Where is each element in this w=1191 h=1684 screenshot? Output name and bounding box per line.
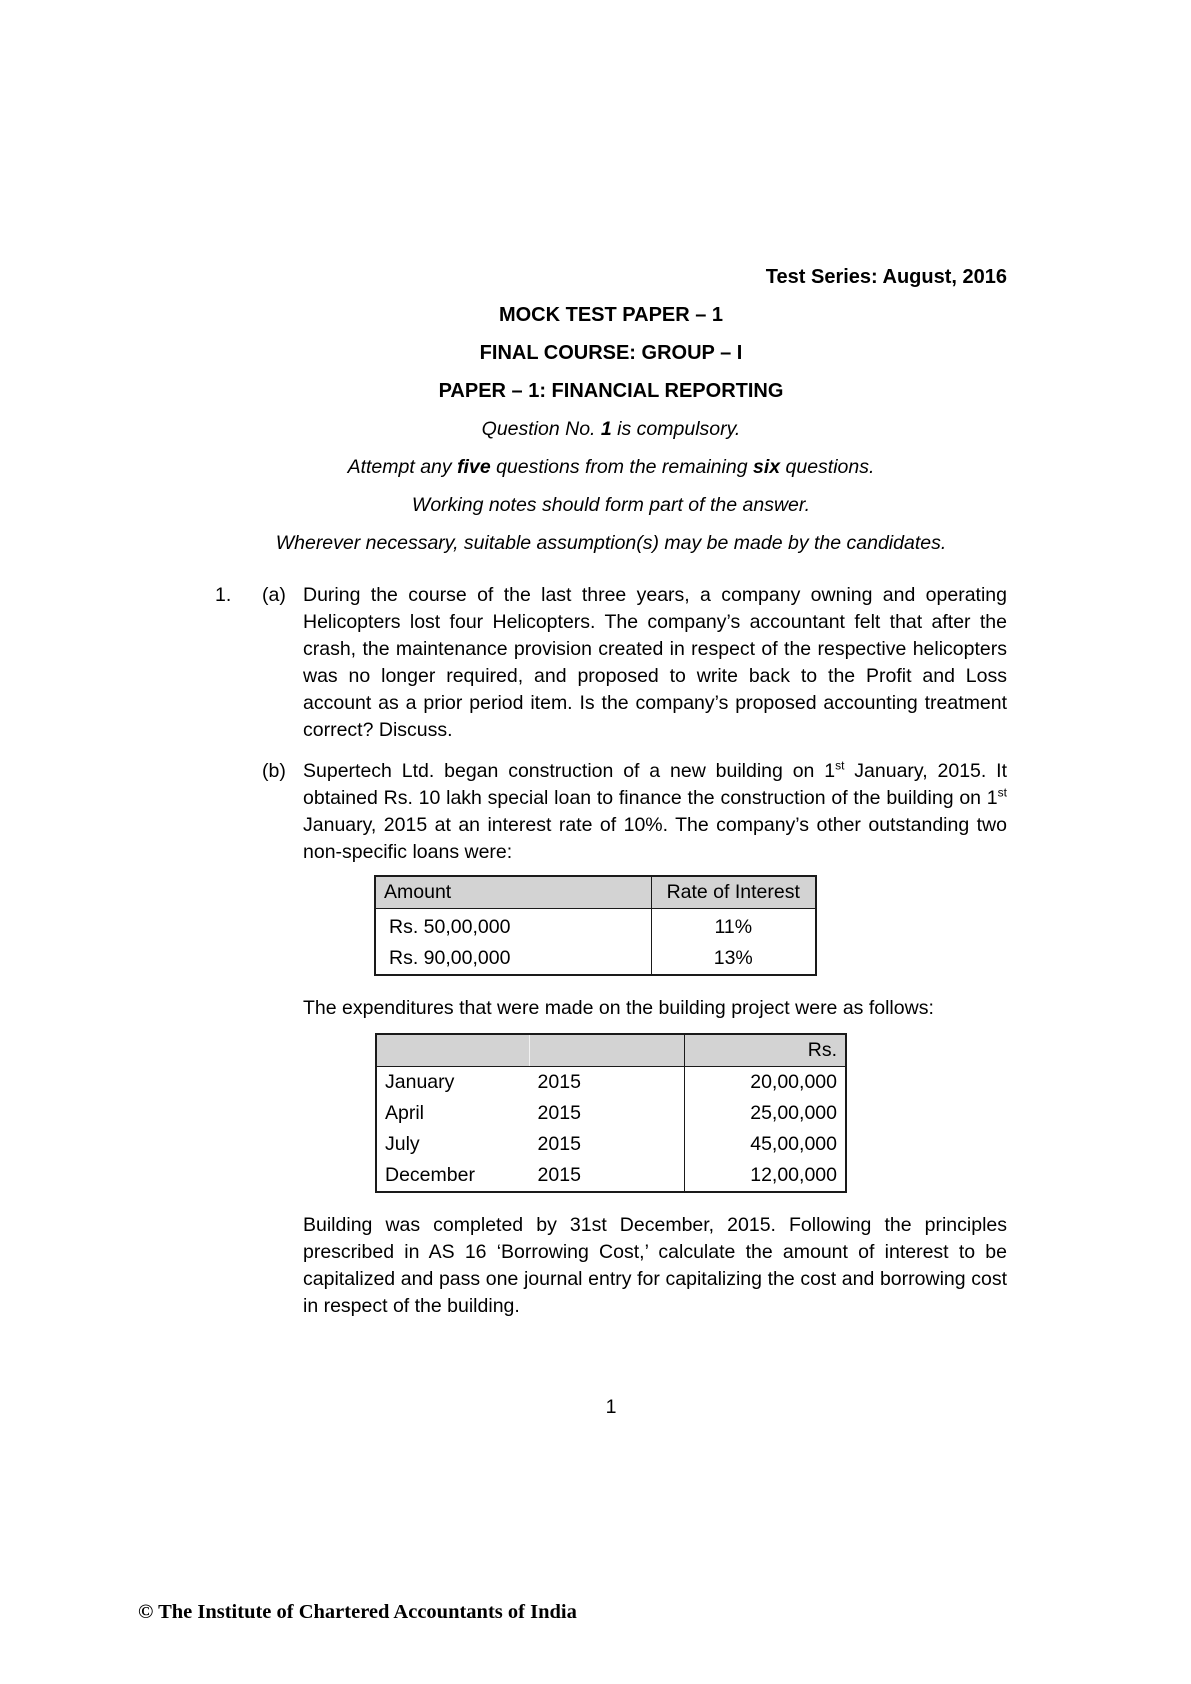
question-1b-row	[215, 758, 1007, 1320]
expenditure-year-cell: 2015	[537, 1133, 581, 1155]
instruction-line-4: Wherever necessary, suitable assumption(s) may be made by the candidates.	[275, 532, 947, 554]
part-b-text	[303, 758, 1007, 866]
part-b-text-segment: January, 2015. It obtained Rs. 10 lakh special loan to finance the construction of the building on 1	[303, 760, 1007, 809]
loans-table	[374, 875, 817, 976]
loans-table-row	[375, 943, 816, 975]
expenditure-amount-cell: 45,00,000	[685, 1129, 846, 1160]
instruction-bold: 1	[600, 418, 612, 440]
loan-rate-cell: 11%	[651, 909, 816, 944]
expenditure-amount-cell: 25,00,000	[685, 1098, 846, 1129]
instruction-text: questions from the remaining	[490, 456, 753, 478]
footer-copyright: © The Institute of Chartered Accountants of India	[138, 1601, 577, 1623]
instruction-text: is compulsory.	[611, 418, 741, 440]
title-mock-test-paper: MOCK TEST PAPER – 1	[498, 304, 724, 326]
expenditure-header-year	[530, 1034, 685, 1067]
instruction-text: Question No.	[481, 418, 601, 440]
expenditure-header-month	[376, 1034, 530, 1067]
instruction-bold: five	[457, 456, 491, 478]
ordinal-superscript: st	[997, 785, 1007, 800]
part-b-label: (b)	[262, 760, 286, 782]
expenditure-year-cell: 2015	[537, 1071, 581, 1093]
expenditure-table-header-row	[376, 1034, 846, 1067]
instruction-line-2	[215, 454, 1007, 480]
part-b-text-segment: January, 2015 at an interest rate of 10%. The company’s other outstanding two non-specific loans were:	[303, 814, 1007, 863]
instruction-text: questions.	[780, 456, 875, 478]
page-number: 1	[605, 1396, 617, 1418]
expenditure-row	[376, 1160, 846, 1192]
loans-table-header-rate: Rate of Interest	[651, 876, 816, 909]
expenditure-month-cell: July	[385, 1133, 420, 1155]
expenditure-year-cell: 2015	[537, 1102, 581, 1124]
loans-table-row	[375, 909, 816, 944]
test-series-heading: Test Series: August, 2016	[765, 266, 1007, 288]
title-final-course: FINAL COURSE: GROUP – I	[479, 342, 743, 364]
instruction-line-3: Working notes should form part of the answer.	[411, 494, 811, 516]
loans-table-header-amount: Amount	[375, 876, 651, 909]
part-a-label: (a)	[262, 584, 286, 606]
expenditure-table	[375, 1033, 847, 1193]
part-a-text: During the course of the last three years, a company owning and operating Helicopters lost four Helicopters. The company’s accountant felt that after the crash, the maintenance provision created in respect of the respective helicopters was no longer required, and proposed to write back to the Profit and Loss account as a prior period item. Is the company’s proposed accounting treatment correct? Discuss.	[303, 584, 1007, 741]
expenditure-amount-cell: 12,00,000	[685, 1160, 846, 1192]
ordinal-superscript: st	[835, 758, 845, 773]
question-number: 1.	[215, 584, 232, 606]
expenditure-month-cell: January	[385, 1071, 455, 1093]
expenditure-row	[376, 1098, 846, 1129]
expenditure-intro: The expenditures that were made on the building project were as follows:	[303, 997, 934, 1019]
part-b-closing-text: Building was completed by 31st December, 2015. Following the principles prescribed in AS 16 ‘Borrowing Cost,’ calculate the amount of interest to be capitalized and pass one journal entry for capitalizing the cost and borrowing cost in respect of the building.	[303, 1214, 1007, 1317]
loan-amount-cell: Rs. 90,00,000	[389, 947, 511, 969]
expenditure-year-cell: 2015	[537, 1164, 581, 1186]
question-1	[215, 582, 1007, 1320]
loan-rate-cell: 13%	[651, 943, 816, 975]
instruction-text: Attempt any	[347, 456, 458, 478]
title-paper-subject: PAPER – 1: FINANCIAL REPORTING	[438, 380, 784, 402]
page-content	[215, 0, 1007, 1320]
loan-amount-cell: Rs. 50,00,000	[389, 916, 511, 938]
expenditure-row	[376, 1129, 846, 1160]
expenditure-row	[376, 1067, 846, 1099]
instruction-line-1	[215, 416, 1007, 442]
question-1a-row	[215, 582, 1007, 744]
part-b-text-segment: Supertech Ltd. began construction of a new building on 1	[303, 760, 836, 782]
expenditure-header-rs: Rs.	[685, 1034, 846, 1067]
part-b-content	[303, 758, 1007, 1320]
loans-table-header-row	[375, 876, 816, 909]
expenditure-month-cell: December	[385, 1164, 475, 1186]
instruction-bold: six	[752, 456, 781, 478]
expenditure-month-cell: April	[385, 1102, 425, 1124]
expenditure-amount-cell: 20,00,000	[685, 1067, 846, 1099]
